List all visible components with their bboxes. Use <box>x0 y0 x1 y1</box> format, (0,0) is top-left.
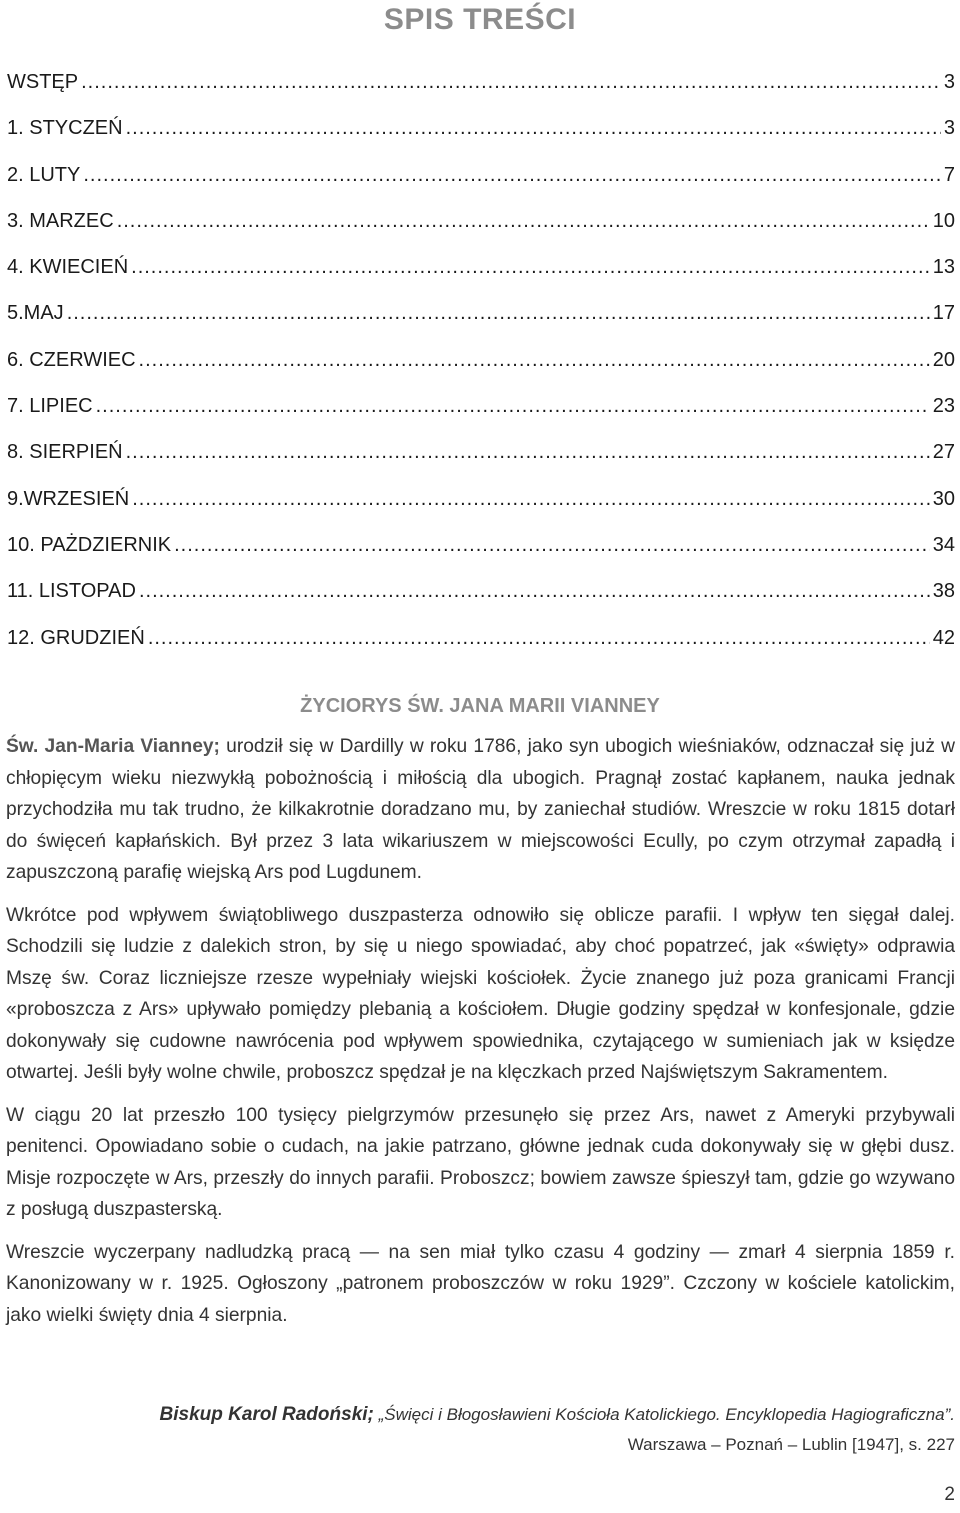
toc-entry-page: 3 <box>943 117 955 140</box>
toc-entry-page: 20 <box>932 348 955 371</box>
toc-leader-dots <box>131 247 930 287</box>
toc-entry-page: 42 <box>932 626 955 649</box>
toc-leader-dots <box>132 479 930 519</box>
toc-entry-page: 27 <box>932 441 955 464</box>
toc-entry[interactable] <box>7 247 955 293</box>
citation-line <box>0 1400 955 1430</box>
toc-entry[interactable] <box>7 201 955 247</box>
toc-entry[interactable] <box>7 432 955 478</box>
section-title: ŻYCIORYS ŚW. JANA MARII VIANNEY <box>300 695 660 717</box>
toc-entry-page: 38 <box>932 580 955 603</box>
citation-author: Biskup Karol Radoński; <box>159 1404 374 1425</box>
article-body <box>6 731 955 1342</box>
toc-entry[interactable] <box>7 386 955 432</box>
toc-leader-dots <box>117 201 930 241</box>
toc-entry-page: 23 <box>932 395 955 418</box>
article-paragraph <box>6 731 955 889</box>
toc-entry-label: 7. LIPIEC <box>7 395 93 418</box>
toc-entry[interactable] <box>7 108 955 154</box>
toc-entry-label: 3. MARZEC <box>7 209 114 232</box>
toc-entry-label: 9.WRZESIEŃ <box>7 487 130 510</box>
toc-entry-page: 10 <box>932 209 955 232</box>
citation-publication: Warszawa – Poznań – Lublin [1947], s. 227 <box>627 1435 955 1454</box>
toc-entry[interactable] <box>7 293 955 339</box>
toc-entry-label: 6. CZERWIEC <box>7 348 136 371</box>
toc-title: SPIS TREŚCI <box>383 3 577 36</box>
toc-leader-dots <box>148 618 930 658</box>
toc-leader-dots <box>81 62 941 102</box>
toc-entry-label: 11. LISTOPAD <box>7 580 136 603</box>
toc-leader-dots <box>174 525 930 565</box>
toc-entry-page: 34 <box>932 533 955 556</box>
toc-entry-label: 10. PAŻDZIERNIK <box>7 533 172 556</box>
toc-leader-dots <box>67 293 930 333</box>
citation-work: „Święci i Błogosławieni Kościoła Katolickiego. Encyklopedia Hagiograficzna”. <box>373 1405 955 1424</box>
toc-list <box>7 62 955 664</box>
toc-leader-dots <box>126 108 941 148</box>
article-paragraph: W ciągu 20 lat przeszło 100 tysięcy pielgrzymów przesunęło się przez Ars, nawet z Ameryki przybywali penitenci. Opowiadano sobie o cudach, na jakie patrzano, główne jednak cuda dokonywały się w głębi dusz. Misje rozpoczęte w Ars, przeszły do innych parafii. Proboszcz; bowiem zawsze śpieszył tam, gdzie go wzywano z posługą duszpasterską. <box>6 1104 955 1220</box>
toc-leader-dots <box>139 571 930 611</box>
toc-entry-label: 1. STYCZEŃ <box>7 117 123 140</box>
toc-entry-label: 5.MAJ <box>7 302 64 325</box>
toc-entry-page: 17 <box>932 302 955 325</box>
saint-name: Św. Jan-Maria Vianney; <box>6 736 220 757</box>
toc-entry[interactable] <box>7 571 955 617</box>
toc-entry-label: WSTĘP <box>7 71 79 93</box>
article-paragraph: Wkrótce pod wpływem świątobliwego duszpasterza odnowiło się oblicze parafii. I wpływ ten sięgał dalej. Schodzili się ludzie z dalekich stron, by się u niego spowiadać, aby choć popatrzeć, jak «święty» odprawia Mszę św. Coraz liczniejsze rzesze wypełniały wiejski kościołek. Życie znanego już poza granicami Francji «proboszcza z Ars» upływało pomiędzy plebanią a kościołem. Długie godziny spędzał w konfesjonale, gdzie dokonywały się cudowne nawrócenia pod wpływem spowiednika, czytającego w sumieniach jak w księdze otwartej. Jeśli były wolne chwile, proboszcz spędzał je na klęczkach przed Najświętszym Sakramentem. <box>6 904 955 1083</box>
page-number: 2 <box>944 1484 955 1505</box>
paragraph-text: urodził się w Dardilly w roku 1786, jako syn ubogich wieśniaków, odznaczał się już w chłopięcym wieku niezwykłą pobożnością i miłością dla ubogich. Pragnął zostać kapłanem, nauka jednak przychodziła mu tak trudno, że kilkakrotnie doradzano mu, by zaniechał studiów. Wreszcie w roku 1815 dotarł do święceń kapłańskich. Był przez 3 lata wikariuszem w miejscowości Ecully, po czym otrzymał zapadłą i zapuszczoną parafię wiejską Ars pod Lugdunem. <box>6 736 955 883</box>
toc-entry[interactable] <box>7 155 955 201</box>
toc-entry-label: 4. KWIECIEŃ <box>7 256 129 279</box>
toc-entry-label: 12. GRUDZIEŃ <box>7 626 145 649</box>
toc-leader-dots <box>96 386 930 426</box>
toc-leader-dots <box>139 340 930 380</box>
toc-entry-page: 7 <box>943 163 955 186</box>
toc-leader-dots <box>126 432 930 472</box>
toc-entry-label: 8. SIERPIEŃ <box>7 441 123 464</box>
toc-entry-page: 30 <box>932 487 955 510</box>
toc-entry[interactable] <box>7 340 955 386</box>
toc-entry[interactable] <box>7 479 955 525</box>
toc-entry-label: 2. LUTY <box>7 163 81 186</box>
toc-entry-page: 13 <box>932 256 955 279</box>
toc-entry[interactable] <box>7 618 955 664</box>
citation <box>0 1400 955 1460</box>
article-paragraph: Wreszcie wyczerpany nadludzką pracą — na sen miał tylko czasu 4 godziny — zmarł 4 sierpnia 1859 r. Kanonizowany w r. 1925. Ogłoszony „patronem proboszczów w roku 1929”. Czczony w kościele katolickim, jako wielki święty dnia 4 sierpnia. <box>6 1241 955 1326</box>
toc-leader-dots <box>83 155 941 195</box>
toc-entry[interactable] <box>7 525 955 571</box>
toc-entry-page: 3 <box>943 71 955 93</box>
toc-entry[interactable] <box>7 62 955 108</box>
